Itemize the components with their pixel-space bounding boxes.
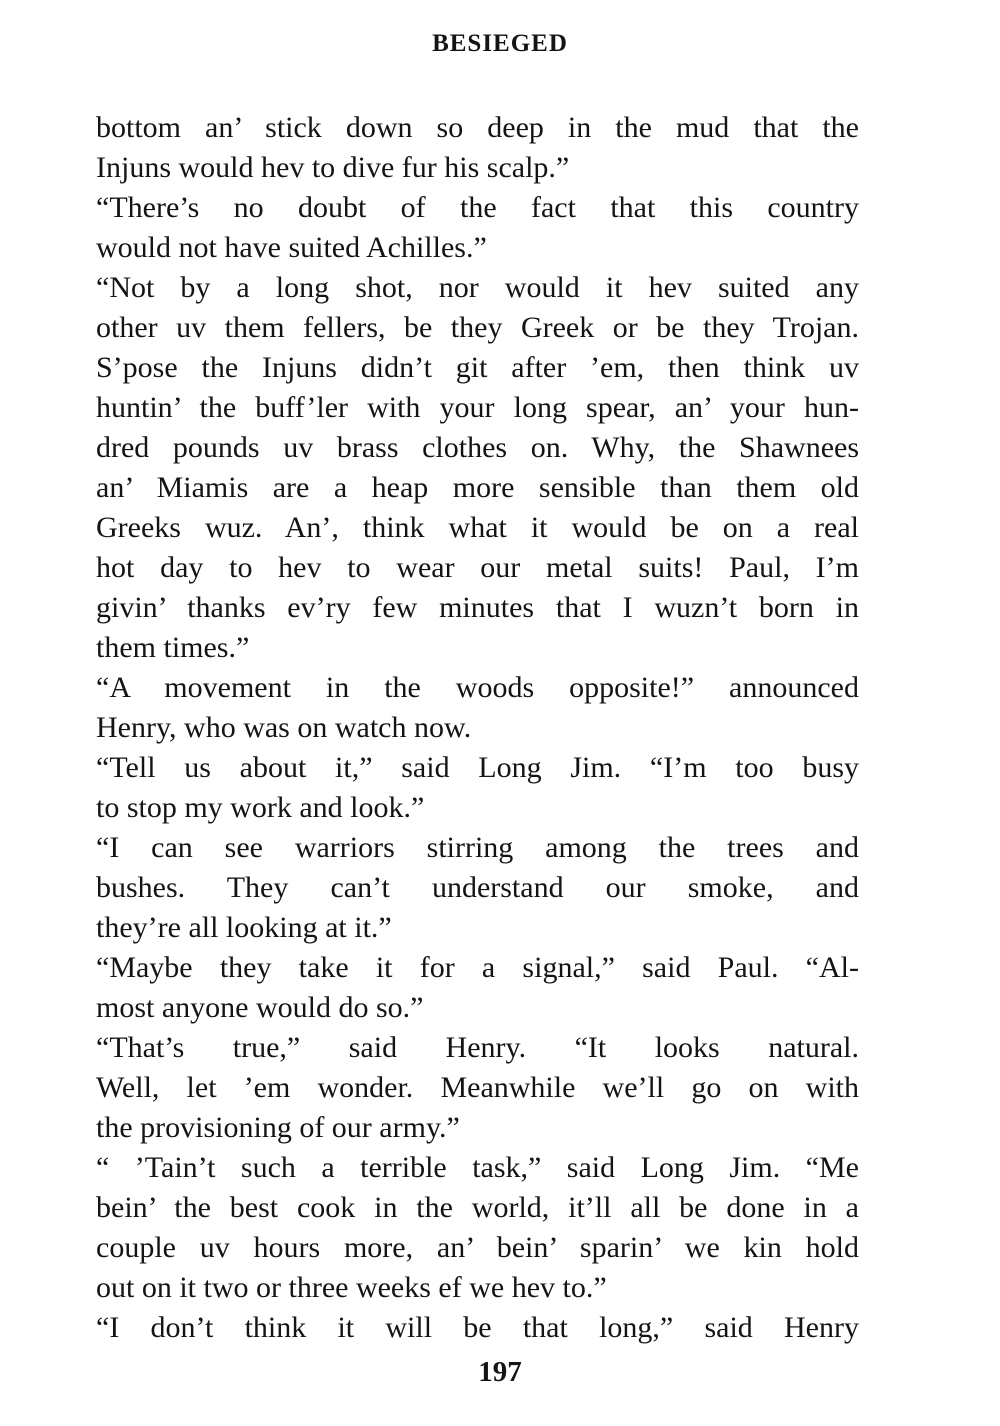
text-line: “Maybe they take it for a signal,” said Paul. “Al- (96, 951, 859, 984)
text-line: other uv them fellers, be they Greek or be they Trojan. (96, 311, 859, 344)
text-line: “I don’t think it will be that long,” said Henry (96, 1311, 859, 1344)
text-line: “Not by a long shot, nor would it hev suited any (96, 271, 859, 304)
text-line: to stop my work and look.” (96, 791, 425, 824)
text-line: bein’ the best cook in the world, it’ll all be done in a (96, 1191, 859, 1224)
text-line: huntin’ the buff’ler with your long spear, an’ your hun- (96, 391, 859, 424)
text-line: them times.” (96, 631, 250, 664)
text-line: “There’s no doubt of the fact that this country (96, 191, 859, 224)
text-line: an’ Miamis are a heap more sensible than them old (96, 471, 859, 504)
text-line: “ ’Tain’t such a terrible task,” said Long Jim. “Me (96, 1151, 859, 1184)
text-line: would not have suited Achilles.” (96, 231, 487, 264)
text-line: Injuns would hev to dive fur his scalp.” (96, 151, 570, 184)
page-number: 197 (478, 1356, 522, 1388)
text-line: S’pose the Injuns didn’t git after ’em, then think uv (96, 351, 859, 384)
text-line: hot day to hev to wear our metal suits! Paul, I’m (96, 551, 859, 584)
text-line: “Tell us about it,” said Long Jim. “I’m too busy (96, 751, 859, 784)
text-line: “I can see warriors stirring among the trees and (96, 831, 859, 864)
text-line: Greeks wuz. An’, think what it would be on a real (96, 511, 859, 544)
text-line: Henry, who was on watch now. (96, 711, 472, 744)
text-line: bottom an’ stick down so deep in the mud that the (96, 111, 859, 144)
text-line: couple uv hours more, an’ bein’ sparin’ we kin hold (96, 1231, 859, 1264)
text-line: “That’s true,” said Henry. “It looks natural. (96, 1031, 859, 1064)
body-text (96, 108, 859, 1348)
text-line: out on it two or three weeks ef we hev to.” (96, 1271, 607, 1304)
text-line: dred pounds uv brass clothes on. Why, the Shawnees (96, 431, 859, 464)
text-line: “A movement in the woods opposite!” announced (96, 671, 859, 704)
text-line: givin’ thanks ev’ry few minutes that I wuzn’t born in (96, 591, 859, 624)
text-line: the provisioning of our army.” (96, 1111, 460, 1144)
text-line: most anyone would do so.” (96, 991, 424, 1024)
text-line: Well, let ’em wonder. Meanwhile we’ll go on with (96, 1071, 859, 1104)
running-head: BESIEGED (432, 30, 568, 57)
text-line: bushes. They can’t understand our smoke, and (96, 871, 859, 904)
text-line: they’re all looking at it.” (96, 911, 392, 944)
